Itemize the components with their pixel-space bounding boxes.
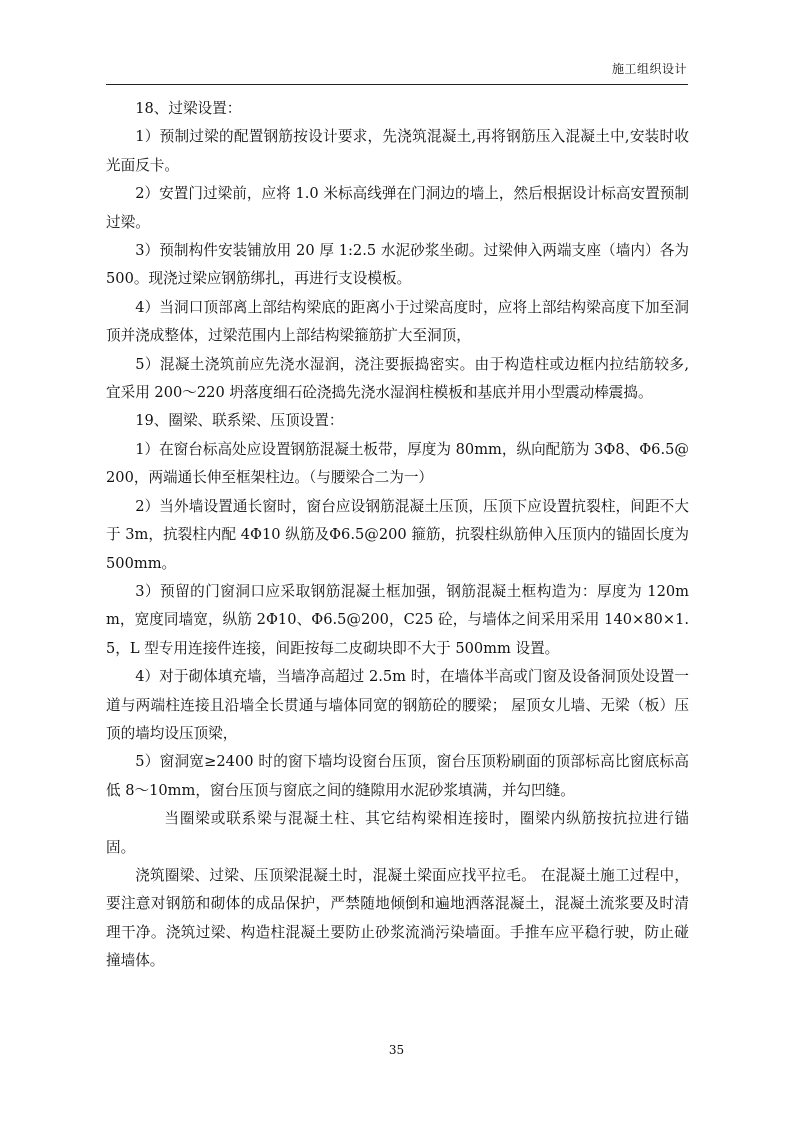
section-heading-18: 18、过梁设置： bbox=[135, 100, 242, 117]
paragraph: 1）预制过梁的配置钢筋按设计要求，先浇筑混凝土,再将钢筋压入混凝土中,安装时收光面反卡。 bbox=[106, 128, 689, 174]
paragraph: 4）对于砌体填充墙，当墙净高超过 2.5m 时，在墙体半高或门窗及设备洞顶处设置一道与两端柱连接且沿墙全长贯通与墙体同宽的钢筋砼的腰梁； 屋顶女儿墙、无梁（板）压顶的墙均设压顶梁， bbox=[106, 668, 689, 742]
paragraph: 2）安置门过梁前，应将 1.0 米标高线弹在门洞边的墙上，然后根据设计标高安置预制过梁。 bbox=[106, 185, 689, 231]
body-text bbox=[106, 95, 689, 976]
running-header: 施工组织设计 bbox=[611, 62, 687, 76]
paragraph: 3）预留的门窗洞口应采取钢筋混凝土框加强，钢筋混凝土框构造为：厚度为 120mm，宽度同墙宽，纵筋 2Φ10、Φ6.5@200，C25 砼，与墙体之间采用采用 140×80×1.5，L 型专用连接件连接，间距按每二皮砌块即不大于 500mm 设置。 bbox=[106, 582, 689, 657]
paragraph: 5）混凝土浇筑前应先浇水湿润，浇注要振捣密实。由于构造柱或边框内拉结筋较多,宜采用 200～220 坍落度细石砼浇捣先浇水湿润柱模板和基底并用小型震动棒震捣。 bbox=[106, 355, 689, 402]
paragraph: 2）当外墙设置通长窗时，窗台应设钢筋混凝土压顶，压顶下应设置抗裂柱，间距不大于 3m，抗裂柱内配 4Φ10 纵筋及Φ6.5@200 箍筋，抗裂柱纵筋伸入压顶内的锚固长度为 500mm。 bbox=[106, 497, 689, 572]
paragraph: 浇筑圈梁、过梁、压顶梁混凝土时，混凝土梁面应找平拉毛。 在混凝土施工过程中，要注意对钢筋和砌体的成品保护，严禁随地倾倒和遍地洒落混凝土，混凝土流浆要及时清理干净。浇筑过梁、构造柱混凝土要防止砂浆流淌污染墙面。手推车应平稳行驶，防止碰撞墙体。 bbox=[106, 866, 689, 970]
header-rule bbox=[106, 84, 688, 85]
paragraph: 5）窗洞宽≥2400 时的窗下墙均设窗台压顶，窗台压顶粉刷面的顶部标高比窗底标高低 8～10mm，窗台压顶与窗底之间的缝隙用水泥砂浆填满，并勾凹缝。 bbox=[106, 753, 689, 799]
page-number: 35 bbox=[388, 1043, 405, 1057]
paragraph: 4）当洞口顶部离上部结构梁底的距离小于过梁高度时，应将上部结构梁高度下加至洞顶并浇成整体，过梁范围内上部结构梁箍筋扩大至洞顶， bbox=[106, 298, 689, 345]
paragraph: 当圈梁或联系梁与混凝土柱、其它结构梁相连接时，圈梁内纵筋按抗拉进行锚固。 bbox=[106, 810, 689, 856]
paragraph: 3）预制构件安装铺放用 20 厚 1:2.5 水泥砂浆坐砌。过梁伸入两端支座（墙内）各为 500。现浇过梁应钢筋绑扎，再进行支设模板。 bbox=[106, 242, 689, 288]
section-heading-19: 19、圈梁、联系梁、压顶设置： bbox=[135, 412, 344, 430]
paragraph: 1）在窗台标高处应设置钢筋混凝土板带，厚度为 80mm，纵向配筋为 3Φ8、Φ6.5@200，两端通长伸至框架柱边。（与腰梁合二为一） bbox=[106, 440, 689, 487]
